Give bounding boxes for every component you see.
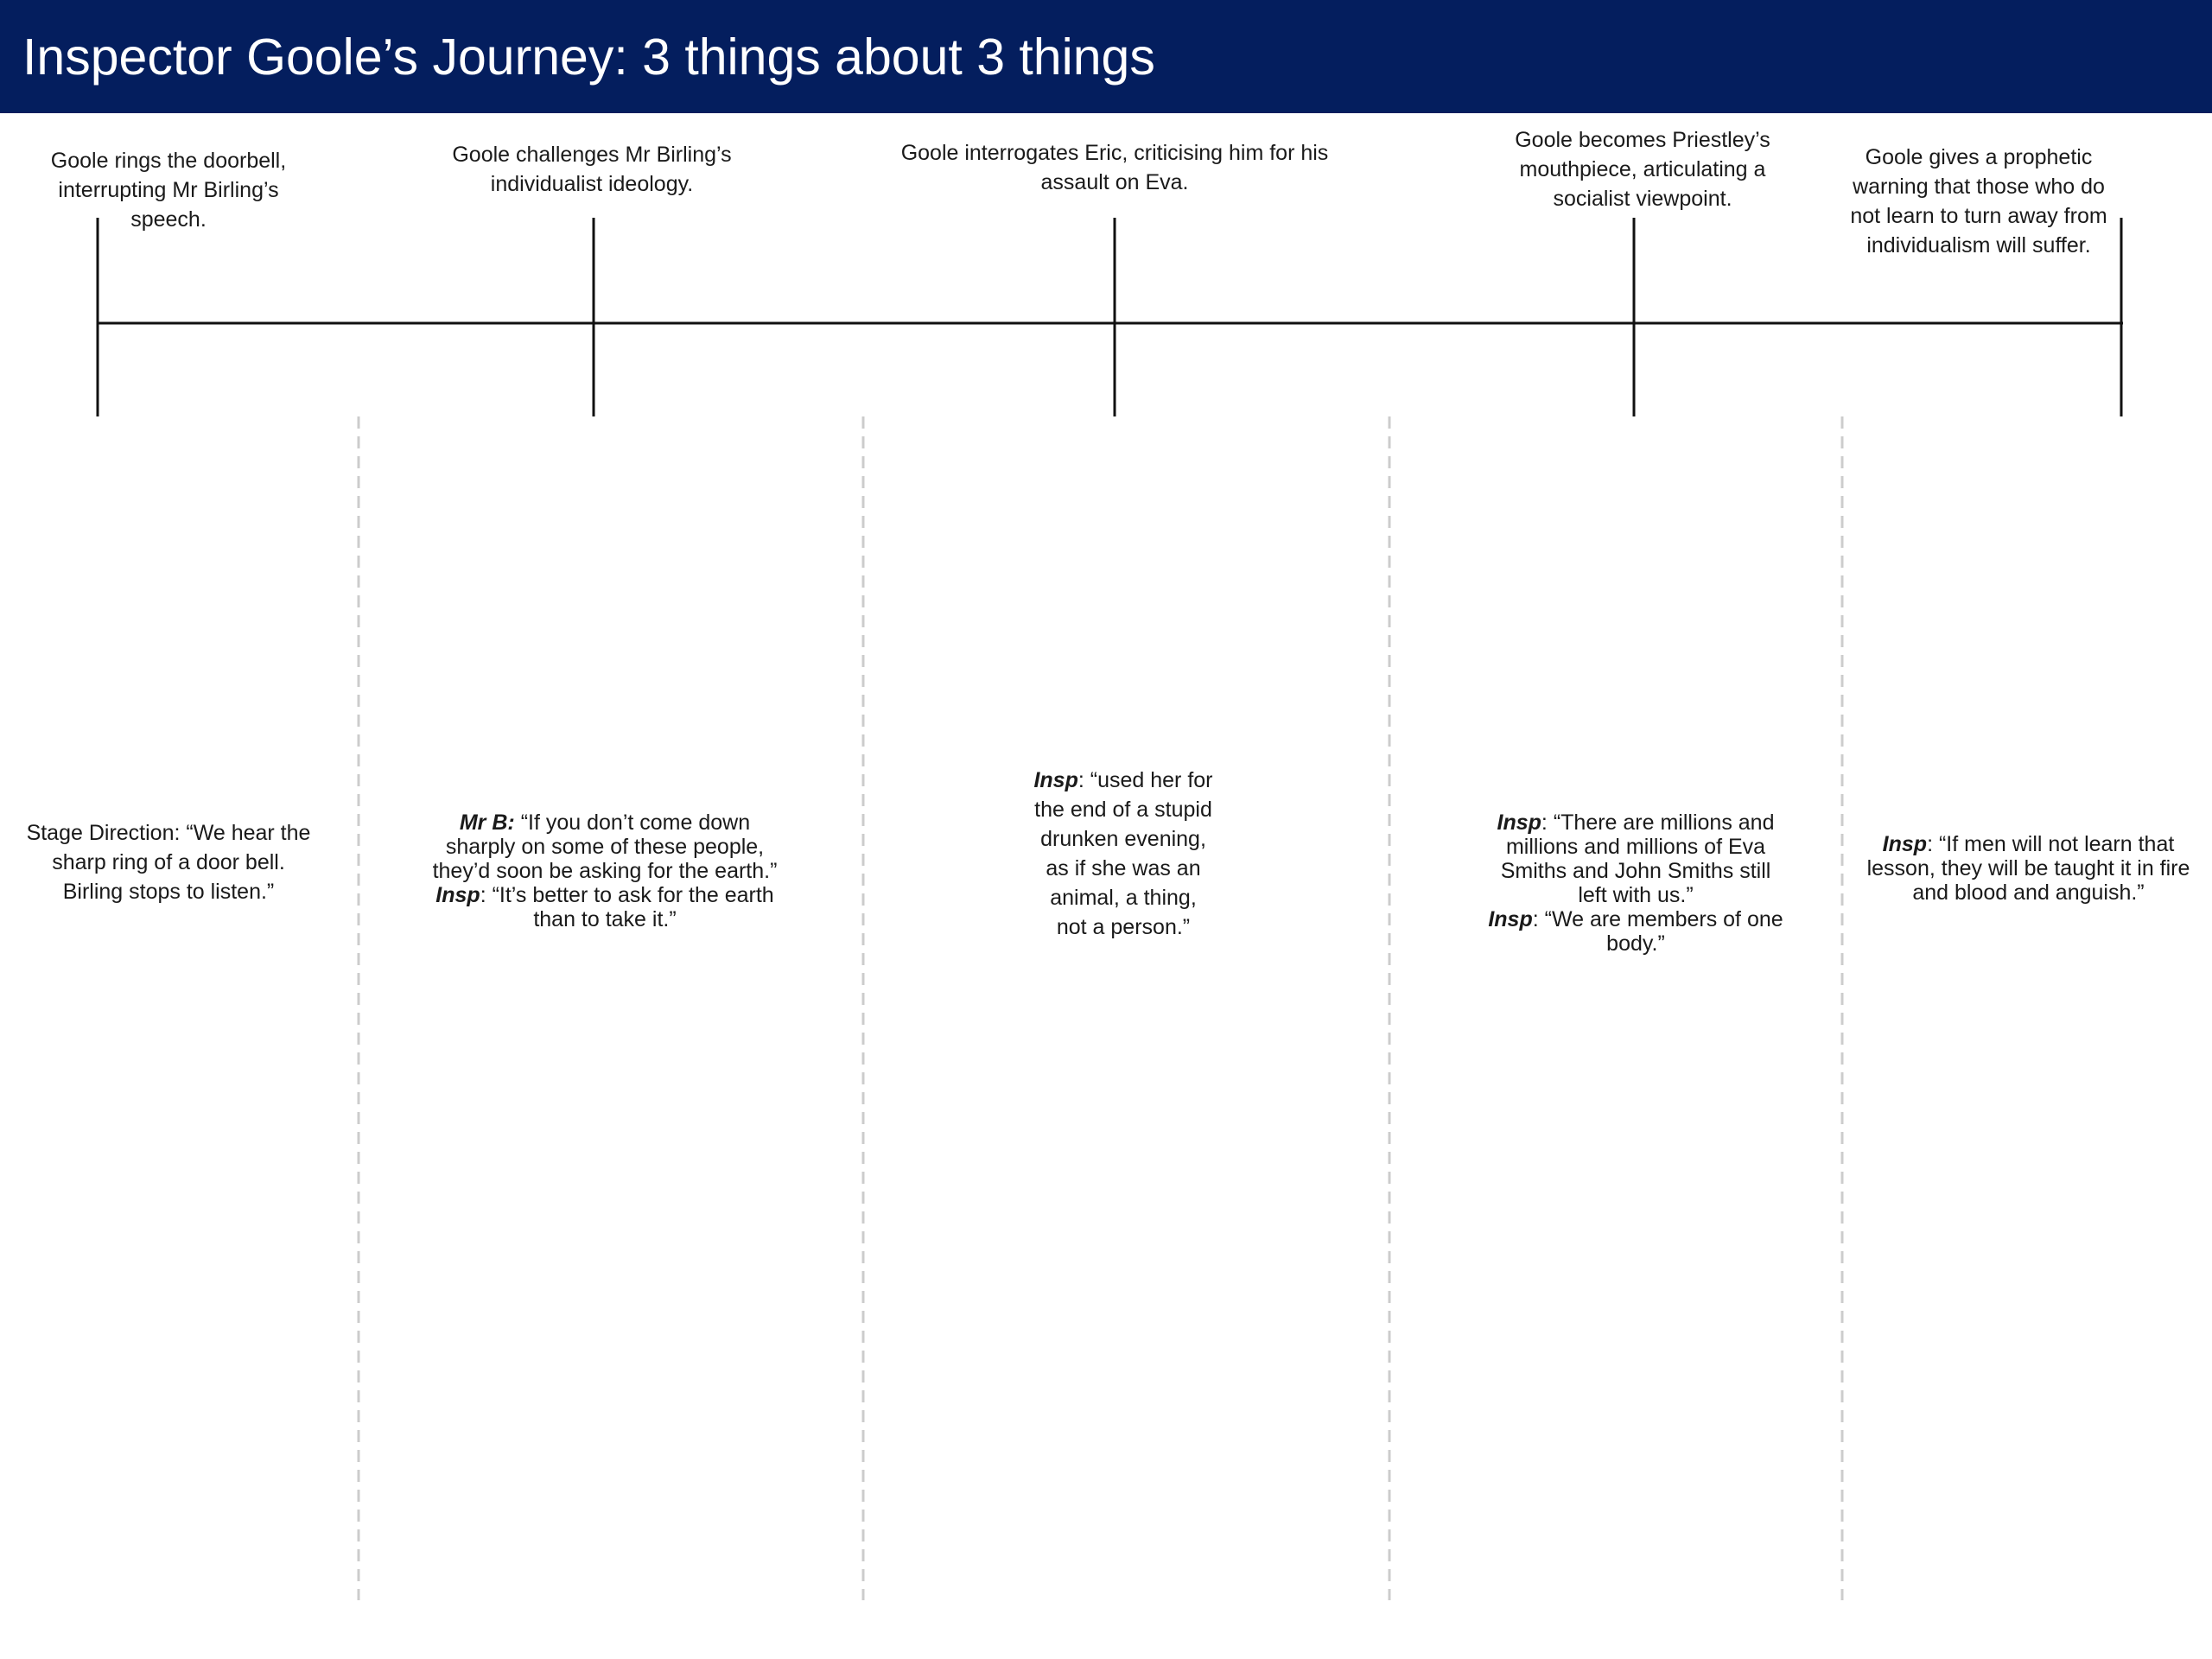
quote-line: [1484, 907, 1787, 956]
quote-block-1: [22, 818, 315, 906]
event-label-4: Goole becomes Priestley’s mouthpiece, articulating a socialist viewpoint.: [1515, 128, 1770, 211]
speaker-name: Insp: [1882, 832, 1928, 856]
quote-line: [1484, 810, 1787, 907]
speaker-name: Insp: [1033, 768, 1078, 792]
quote-line: [432, 883, 778, 931]
quote-text: : “used her for the end of a stupid drunken evening, as if she was an animal, a thing, not a person.”: [1034, 768, 1213, 939]
event-label-2: Goole challenges Mr Birling’s individualist ideology.: [452, 143, 732, 196]
speaker-name: Insp: [1497, 810, 1541, 835]
quote-text: : “It’s better to ask for the earth than to take it.”: [480, 883, 774, 931]
quote-block-2: [432, 810, 778, 931]
speaker-name: Insp: [435, 883, 480, 907]
quote-text: “If you don’t come down sharply on some of these people, they’d soon be asking for the earth.”: [432, 810, 778, 883]
quote-line: [432, 810, 778, 883]
quote-text: : “There are millions and millions and millions of Eva Smiths and John Smiths still left with us.”: [1500, 810, 1775, 907]
speaker-name: Insp: [1488, 907, 1533, 931]
quote-block-4: [1484, 810, 1787, 956]
quote-text: : “We are members of one body.”: [1532, 907, 1783, 956]
quote-text: : “If men will not learn that lesson, they will be taught it in fire and blood and anguish.”: [1866, 832, 2190, 905]
quote-block-5: [1866, 832, 2190, 905]
quote-text: Stage Direction: “We hear the sharp ring of a door bell. Birling stops to listen.”: [26, 821, 311, 904]
event-label-1: Goole rings the doorbell, interrupting Mr Birling’s speech.: [50, 149, 287, 232]
event-label-3: Goole interrogates Eric, criticising him for his assault on Eva.: [900, 141, 1329, 194]
speaker-name: Mr B:: [459, 810, 515, 835]
event-label-5: Goole gives a prophetic warning that those who do not learn to turn away from individualism will suffer.: [1850, 145, 2107, 257]
page-title: Inspector Goole’s Journey: 3 things about 3 things: [22, 29, 1155, 86]
quote-block-3: [1033, 766, 1214, 942]
